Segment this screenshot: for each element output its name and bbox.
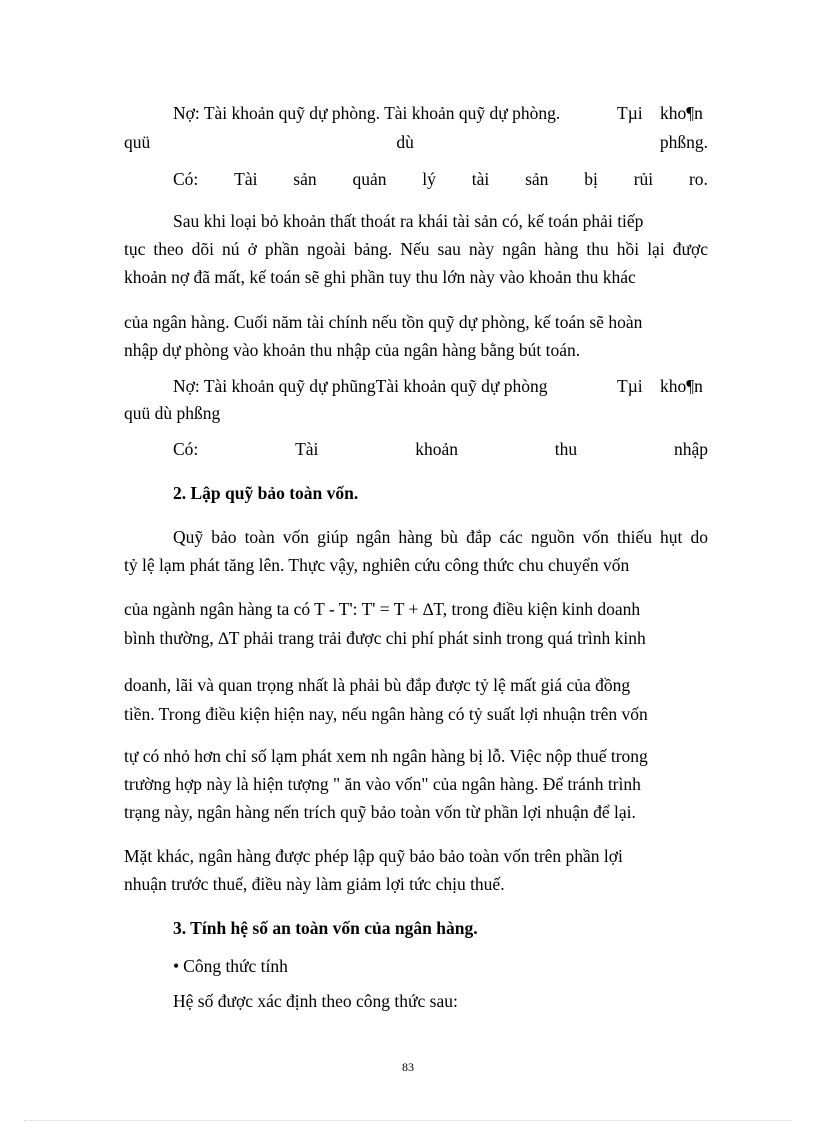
paragraph-2-line: tỷ lệ lạm phát tăng lên. Thực vậy, nghiên cứu công thức chu chuyển vốn <box>124 555 630 575</box>
credit-entry-1 <box>173 171 708 189</box>
word: phßng. <box>659 132 708 152</box>
word: lý <box>422 169 436 189</box>
debit-entry-1-text: Nợ: Tài khoản quỹ dự phòng. Tài khoản quỹ dự phòng. <box>173 103 561 123</box>
word: quü <box>124 132 151 152</box>
paragraph-1-line: nhập dự phòng vào khoản thu nhập của ngân hàng bằng bút toán. <box>124 340 581 360</box>
formula-intro: Hệ số được xác định theo công thức sau: <box>173 991 458 1011</box>
bullet-icon: • <box>173 956 180 976</box>
word: dù <box>396 132 414 152</box>
word: Có: <box>173 439 199 459</box>
paragraph-2-line: bình thường, ∆T phải trang trải được chi phí phát sinh trong quá trình kinh <box>124 628 646 648</box>
word: khoản <box>415 439 458 459</box>
word: Tài <box>234 169 258 189</box>
word: nhập <box>673 439 708 459</box>
debit-entry-2-continuation: quü dù phßng <box>124 403 221 423</box>
word: Có: <box>173 169 199 189</box>
garble-word-a: Tµi <box>617 103 643 123</box>
credit-entry-2 <box>173 441 708 459</box>
paragraph-1-line: Sau khi loại bỏ khoản thất thoát ra khái tài sản có, kế toán phải tiếp <box>173 211 644 231</box>
garble-word-b: kho¶n <box>660 376 703 396</box>
paragraph-2-line: trường hợp này là hiện tượng " ăn vào vốn" của ngân hàng. Để tránh trình <box>124 774 641 794</box>
paragraph-2-line: trạng này, ngân hàng nến trích quỹ bảo toàn vốn từ phần lợi nhuận để lại. <box>124 802 636 822</box>
debit-entry-2: Nợ: Tài khoản quỹ dự phũngTài khoản quỹ dự phòng <box>173 376 548 396</box>
page-edge-divider <box>24 1120 792 1121</box>
word: rủi <box>633 169 654 189</box>
page-number: 83 <box>402 1060 414 1074</box>
word: Tài <box>295 439 319 459</box>
paragraph-2-line: doanh, lãi và quan trọng nhất là phải bù đắp được tỷ lệ mất giá của đồng <box>124 675 631 695</box>
word: tài <box>471 169 490 189</box>
word: quản <box>352 169 387 189</box>
word: ro. <box>688 169 708 189</box>
paragraph-2-line: của ngành ngân hàng ta có T - T': T' = T + ∆T, trong điều kiện kinh doanh <box>124 599 641 619</box>
garble-word-b: kho¶n <box>660 103 703 123</box>
bullet-text: Công thức tính <box>183 956 288 976</box>
paragraph-2-line: Quỹ bảo toàn vốn giúp ngân hàng bù đắp các nguồn vốn thiếu hụt do <box>173 527 708 547</box>
word: bị <box>584 169 598 189</box>
paragraph-1-line: khoản nợ đã mất, kế toán sẽ ghi phần tuy thu lớn này vào khoản thu khác <box>124 267 636 287</box>
paragraph-2-line: tiền. Trong điều kiện hiện nay, nếu ngân hàng có tỷ suất lợi nhuận trên vốn <box>124 704 648 724</box>
garble-word-a: Tµi <box>617 376 643 396</box>
debit-entry-1-continuation <box>124 134 708 152</box>
word: thu <box>554 439 578 459</box>
paragraph-3-line: Mặt khác, ngân hàng được phép lập quỹ bảo bảo toàn vốn trên phần lợi <box>124 846 623 866</box>
debit-entry-1 <box>173 105 560 123</box>
bullet-item <box>173 958 288 976</box>
paragraph-1-line: của ngân hàng. Cuối năm tài chính nếu tồn quỹ dự phòng, kế toán sẽ hoàn <box>124 312 643 332</box>
word: sản <box>293 169 317 189</box>
word: sản <box>525 169 549 189</box>
section-heading-2: 2. Lập quỹ bảo toàn vốn. <box>173 483 359 503</box>
section-heading-3: 3. Tính hệ số an toàn vốn của ngân hàng. <box>173 918 478 938</box>
paragraph-1-line: tục theo dõi nú ở phần ngoài bảng. Nếu sau này ngân hàng thu hồi lại được <box>124 239 708 259</box>
paragraph-3-line: nhuận trước thuế, điều này làm giảm lợi tức chịu thuế. <box>124 874 505 894</box>
paragraph-2-line: tự có nhỏ hơn chỉ số lạm phát xem nh ngân hàng bị lỗ. Việc nộp thuế trong <box>124 746 648 766</box>
